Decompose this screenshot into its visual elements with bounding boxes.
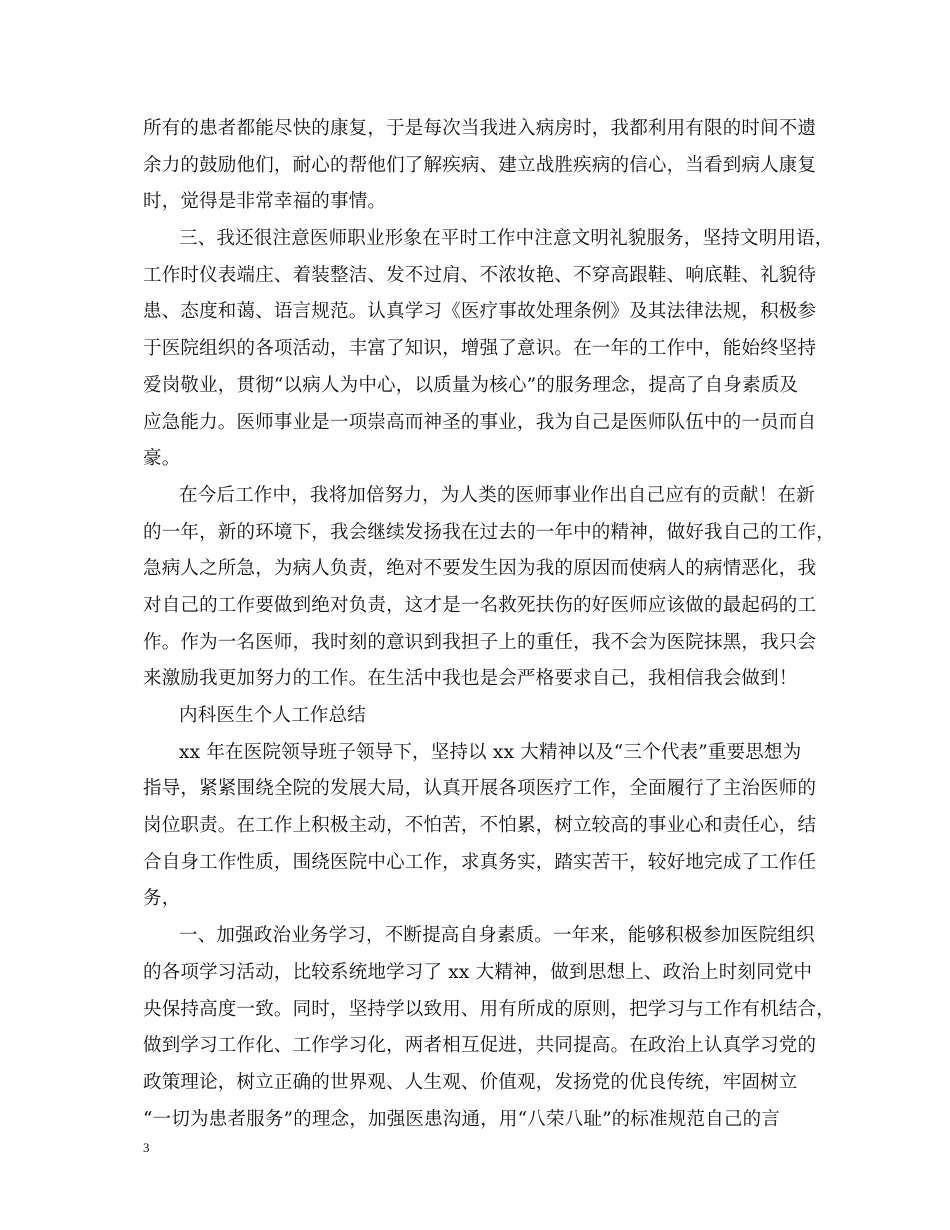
body-line: 豪。 xyxy=(143,448,181,470)
paragraph-start-line: xx 年在医院领导班子领导下，坚持以 xx 大精神以及“三个代表”重要思想为 xyxy=(179,741,802,763)
body-line: 时，觉得是非常幸福的事情。 xyxy=(143,191,387,213)
body-line: 余力的鼓励他们，耐心的帮他们了解疾病、建立战胜疾病的信心，当看到病人康复 xyxy=(143,154,817,176)
document-body xyxy=(143,111,835,1138)
body-line: 岗位职责。在工作上积极主动，不怕苦，不怕累，树立较高的事业心和责任心，结 xyxy=(143,815,817,837)
body-line: 爱岗敬业，贯彻“以病人为中心，以质量为核心”的服务理念，提高了自身素质及 xyxy=(143,374,799,396)
body-line: 急病人之所急，为病人负责，绝对不要发生因为我的原因而使病人的病情恶化，我 xyxy=(143,558,817,580)
body-line: 合自身工作性质，围绕医院中心工作，求真务实，踏实苦干，较好地完成了工作任 xyxy=(143,851,817,873)
paragraph-start-line: 三、我还很注意医师职业形象在平时工作中注意文明礼貌服务，坚持文明用语， xyxy=(179,228,834,250)
body-line: 对自己的工作要做到绝对负责，这才是一名救死扶伤的好医师应该做的最起码的工 xyxy=(143,594,817,616)
body-line: 来激励我更加努力的工作。在生活中我也是会严格要求自己，我相信我会做到！ xyxy=(143,668,798,690)
section-heading: 内科医生个人工作总结 xyxy=(179,705,367,726)
body-line: 指导，紧紧围绕全院的发展大局，认真开展各项医疗工作，全面履行了主治医师的 xyxy=(143,778,817,800)
body-line: 作。作为一名医师，我时刻的意识到我担子上的重任，我不会为医院抹黑，我只会 xyxy=(143,631,817,653)
paragraph-start-line: 一、加强政治业务学习，不断提高自身素质。一年来，能够积极参加医院组织 xyxy=(179,925,815,947)
body-line: 做到学习工作化、工作学习化，两者相互促进，共同提高。在政治上认真学习党的 xyxy=(143,1035,817,1057)
body-line: 的一年，新的环境下，我会继续发扬我在过去的一年中的精神，做好我自己的工作， xyxy=(143,521,835,543)
body-line: 所有的患者都能尽快的康复，于是每次当我进入病房时，我都利用有限的时间不遗 xyxy=(143,118,817,139)
body-line: 政策理论，树立正确的世界观、人生观、价值观，发扬党的优良传统，牢固树立 xyxy=(143,1071,798,1093)
paragraph-start-line: 在今后工作中，我将加倍努力，为人类的医师事业作出自己应有的贡献！在新 xyxy=(179,484,815,506)
body-line: 应急能力。医师事业是一项崇高而神圣的事业，我为自己是医师队伍中的一员而自 xyxy=(143,411,817,433)
body-line: 工作时仪表端庄、着装整洁、发不过肩、不浓妆艳、不穿高跟鞋、响底鞋、礼貌待 xyxy=(143,264,817,286)
body-line: 患、态度和蔼、语言规范。认真学习《医疗事故处理条例》及其法律法规，积极参 xyxy=(143,301,817,323)
body-line: 央保持高度一致。同时，坚持学以致用、用有所成的原则，把学习与工作有机结合， xyxy=(143,998,835,1020)
body-line: 的各项学习活动，比较系统地学习了 xx 大精神，做到思想上、政治上时刻同党中 xyxy=(143,961,813,983)
body-line: 务， xyxy=(143,888,181,910)
body-line: “一切为患者服务”的理念，加强医患沟通，用“八荣八耻”的标准规范自己的言 xyxy=(143,1108,781,1130)
page-number: 3 xyxy=(143,1140,150,1155)
body-line: 于医院组织的各项活动，丰富了知识，增强了意识。在一年的工作中，能始终坚持 xyxy=(143,338,817,360)
